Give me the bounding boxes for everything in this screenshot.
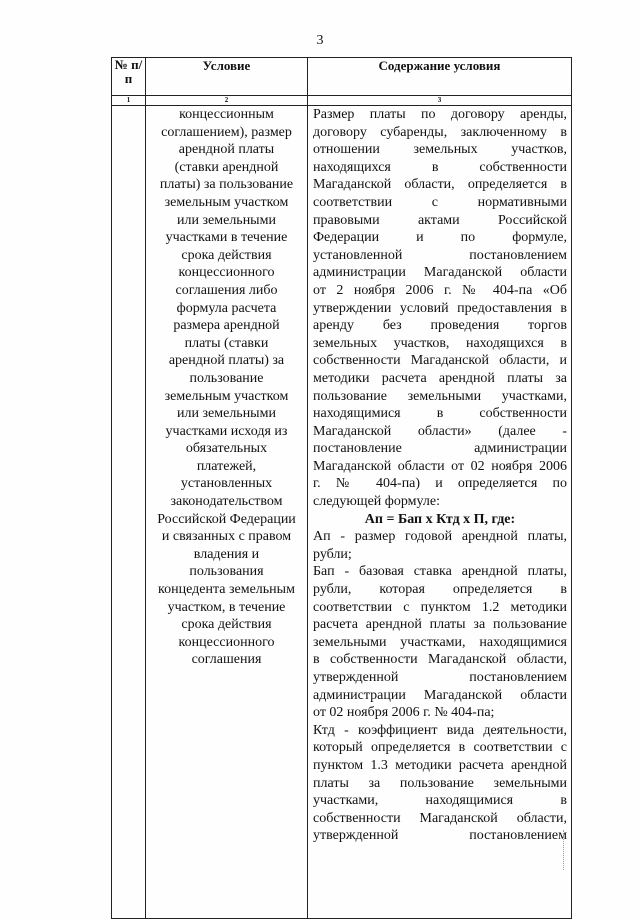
- condition-line: или земельными: [177, 212, 276, 228]
- formula: Ап = Бап х Ктд х П, где:: [364, 511, 516, 527]
- content-definitions: [313, 528, 567, 845]
- condition-line: соглашения: [191, 652, 262, 668]
- margin-dots: [563, 830, 566, 870]
- text-line: собственности Магаданской области, и: [313, 353, 567, 369]
- condition-line: участками исходя из: [165, 423, 288, 439]
- condition-line: пользование: [189, 370, 264, 386]
- condition-line: концессионного: [178, 265, 275, 281]
- column-number-2: 2: [146, 96, 308, 106]
- text-line: утверждении условий предоставления в: [313, 300, 567, 316]
- condition-line: законодательством: [170, 494, 283, 510]
- condition-line: размера арендной: [173, 318, 280, 334]
- text-line: собственности Магаданской области,: [313, 810, 567, 826]
- text-line: находящихся в собственности: [313, 159, 567, 175]
- header-num: № п/п: [112, 58, 146, 96]
- condition-line: срока действия: [181, 617, 272, 633]
- text-line: соответствии с пунктом 1.2 методики: [313, 599, 567, 615]
- condition-line: владения и: [193, 546, 260, 562]
- text-line: аренду без проведения торгов: [313, 318, 567, 334]
- text-line: Магаданской области, определяется в: [313, 177, 567, 193]
- condition-line: участком, в течение: [167, 599, 286, 615]
- header-content: Содержание условия: [308, 58, 572, 96]
- condition-line: соглашения либо: [175, 282, 278, 298]
- text-line: соответствии с нормативными: [313, 194, 567, 210]
- table-row: [112, 106, 572, 919]
- text-line: который определяется в соответствии с: [313, 740, 567, 756]
- condition-line: пользования: [189, 564, 264, 580]
- condition-cell: [146, 106, 308, 919]
- condition-line: платежей,: [196, 458, 257, 474]
- condition-line: земельным участком: [164, 194, 289, 210]
- condition-line: арендной платы) за: [168, 353, 285, 369]
- text-line: Магаданской области» (далее -: [313, 423, 567, 439]
- text-line: договору субаренды, заключенному в: [313, 124, 567, 140]
- condition-text: [146, 106, 307, 669]
- text-line: утвержденной постановлением: [313, 670, 567, 685]
- condition-line: установленных: [180, 476, 273, 492]
- column-number-1: 1: [112, 96, 146, 106]
- text-line: земельными участками, находящимися: [313, 634, 567, 650]
- content-cell: [308, 106, 572, 919]
- text-line: Ап - размер годовой арендной платы,: [313, 529, 567, 545]
- condition-line: арендной платы: [178, 142, 275, 158]
- condition-line: срока действия: [181, 247, 272, 263]
- text-line: от 02 ноября 2006 г. № 404-па;: [313, 705, 495, 721]
- num-cell: [112, 106, 146, 919]
- column-number-row: [112, 96, 572, 106]
- text-line: следующей формуле:: [313, 494, 440, 510]
- text-line: Федерации и по формуле,: [313, 230, 567, 246]
- condition-line: концессионного: [178, 634, 275, 650]
- condition-line: земельным участком: [164, 388, 289, 404]
- table-header-row: [112, 58, 572, 96]
- column-number-3: 3: [308, 96, 572, 106]
- text-line: земельных участков, находящихся в: [313, 335, 567, 351]
- condition-line: участками в течение: [165, 230, 288, 246]
- condition-line: или земельными: [177, 406, 276, 422]
- text-line: платы за пользование земельными: [313, 775, 567, 791]
- text-line: от 2 ноября 2006 г. № 404-па «Об: [313, 282, 567, 298]
- text-line: пользование земельными участками,: [313, 388, 567, 404]
- conditions-table: [111, 57, 572, 919]
- text-line: пунктом 1.3 методики расчета арендной: [313, 757, 567, 773]
- text-line: утвержденной постановлением: [313, 828, 567, 844]
- text-line: в собственности Магаданской области,: [313, 652, 567, 668]
- text-line: Бап - базовая ставка арендной платы,: [313, 564, 567, 580]
- condition-line: концедента земельным: [158, 582, 295, 598]
- text-line: администрации Магаданской области: [313, 265, 567, 281]
- text-line: рубли, которая определяется в: [313, 582, 567, 598]
- text-line: участками, находящимися в: [313, 793, 567, 809]
- condition-line: платы (ставки: [184, 335, 269, 351]
- header-condition: Условие: [146, 58, 308, 96]
- text-line: рубли;: [313, 546, 352, 562]
- condition-line: концессионным: [179, 107, 274, 122]
- condition-line: соглашением), размер: [161, 124, 292, 140]
- text-line: отношении земельных участков,: [313, 142, 567, 158]
- text-line: правовыми актами Российской: [313, 212, 567, 228]
- text-line: Ктд - коэффициент вида деятельности,: [313, 722, 567, 738]
- condition-line: и связанных с правом: [161, 529, 292, 545]
- text-line: Размер платы по договору аренды,: [313, 107, 567, 122]
- condition-line: обязательных: [185, 441, 268, 457]
- condition-line: (ставки арендной: [174, 159, 279, 175]
- text-line: администрации Магаданской области: [313, 687, 567, 703]
- text-line: установленной постановлением: [313, 247, 567, 263]
- text-line: Магаданской области от 02 ноября 2006: [313, 458, 567, 474]
- condition-line: платы) за пользование: [159, 177, 294, 193]
- page-number: 3: [316, 33, 324, 48]
- text-line: находящимися в собственности: [313, 406, 567, 422]
- text-line: г. № 404-па) и определяется по: [313, 476, 567, 492]
- content-paragraph: [313, 106, 567, 511]
- text-line: методики расчета арендной платы за: [313, 370, 567, 386]
- content-text: [308, 106, 571, 845]
- condition-line: формула расчета: [176, 300, 277, 316]
- condition-line: Российской Федерации: [157, 511, 296, 527]
- text-line: постановление администрации: [313, 441, 567, 457]
- text-line: расчета арендной платы за пользование: [313, 617, 567, 633]
